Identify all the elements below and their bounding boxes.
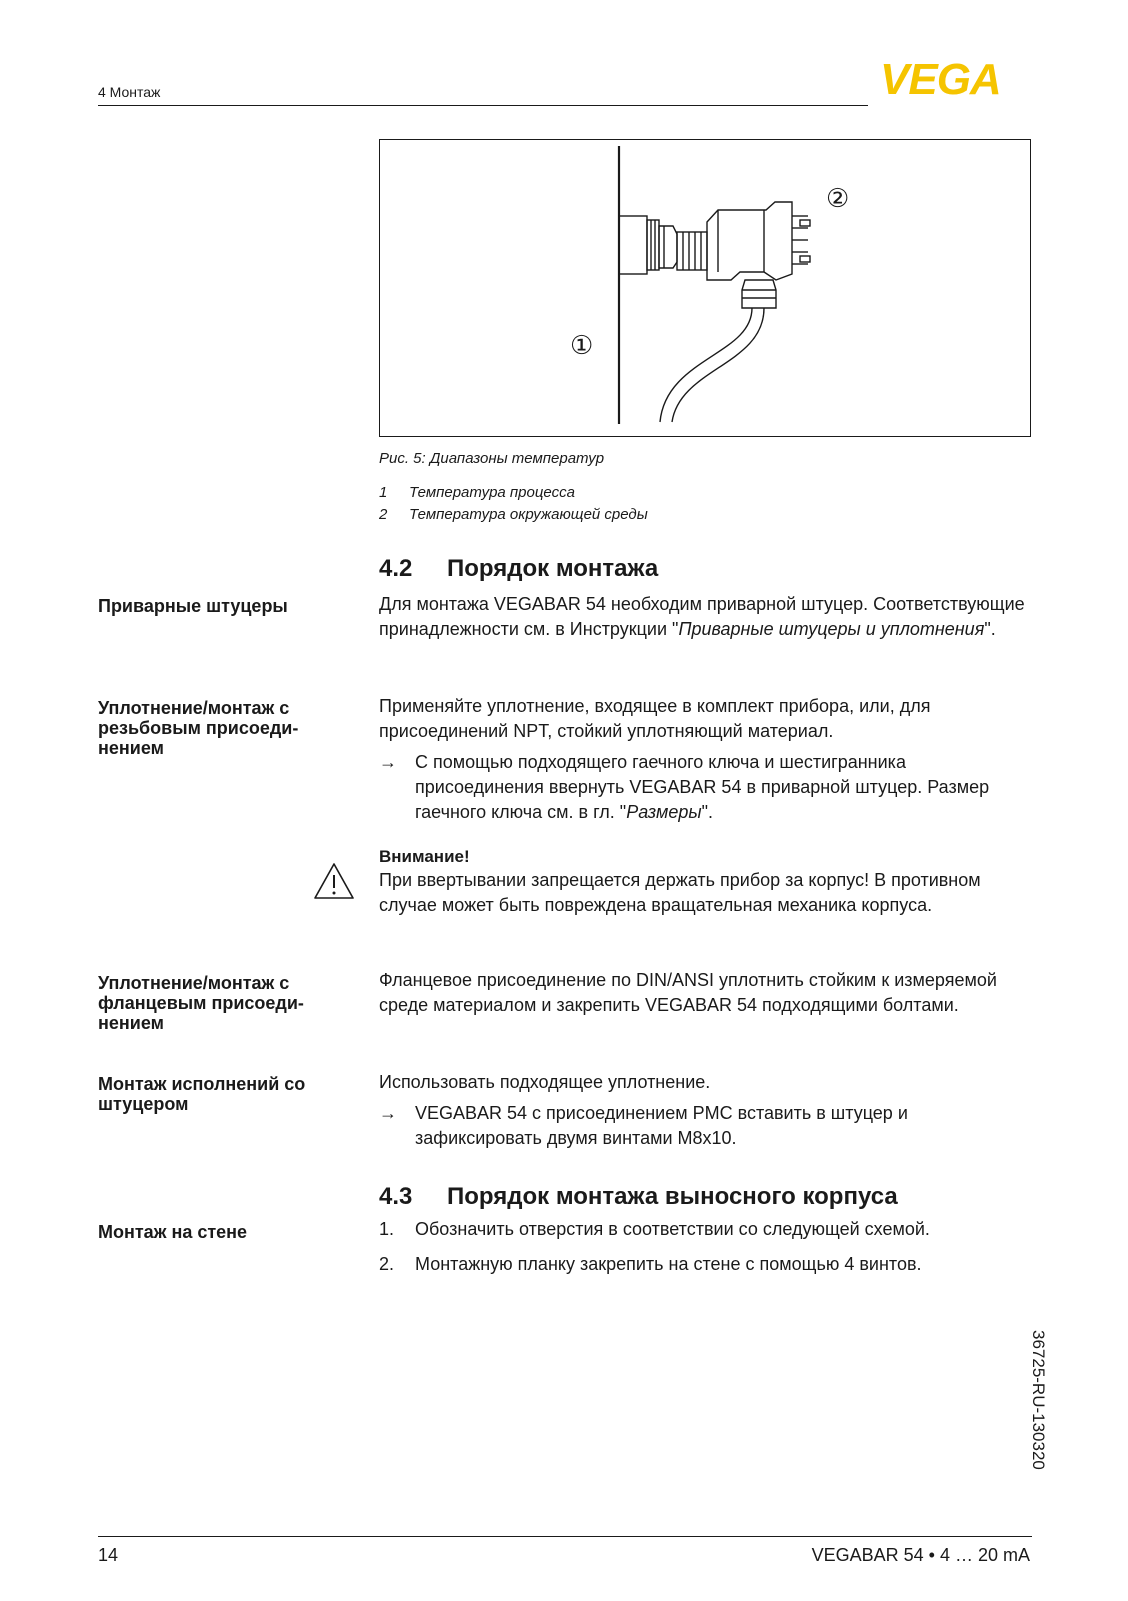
manual-reference: Приварные штуцеры и уплотнения [678,619,985,639]
step-text: VEGABAR 54 с присоединением PMC вставить в штуцер и зафиксировать двумя винтами M8x10. [415,1103,908,1148]
section-4-3-heading [379,1183,898,1211]
side-label-flange-mounting: Уплотнение/монтаж с фланцевым присоеди- нением [98,973,304,1033]
document-id: 36725-RU-130320 [1029,1330,1048,1470]
figure-legend [379,482,648,526]
arrow-icon: → [379,752,397,772]
section-title: Порядок монтажа [447,555,659,582]
section-title: Порядок монтажа выносного корпуса [447,1183,898,1210]
product-name: VEGABAR 54 • 4 … 20 mA [811,1545,1030,1565]
list-item [379,1252,1039,1277]
header-section-title: 4 Монтаж [98,84,161,100]
marker-1: ① [570,331,594,361]
side-label-socket-versions: Монтаж исполнений со штуцером [98,1074,306,1114]
marker-2: ② [826,184,850,214]
footer-rule [98,1536,1032,1537]
legend-item [379,482,648,504]
list-item [379,1217,1039,1242]
socket-versions-text [379,1070,1039,1151]
warning-title: Внимание! [379,847,470,866]
section-4-2-heading [379,555,658,583]
svg-text:VEGA: VEGA [880,58,1001,100]
list-text: Обозначить отверстия в соответствии со следующей схемой. [415,1219,930,1239]
legend-item [379,504,648,526]
legend-text: Температура окружающей среды [409,506,648,523]
legend-number: 2 [379,506,388,523]
warning-block [379,846,1039,918]
instruction-step [379,1101,1039,1151]
section-number: 4.2 [379,555,413,582]
legend-number: 1 [379,484,388,501]
page-number: 14 [98,1545,119,1565]
sensor-drawing [380,140,1032,438]
list-text: Монтажную планку закрепить на стене с помощью 4 винтов. [415,1254,922,1274]
paragraph-text: Для монтажа VEGABAR 54 необходим приварной штуцер. Соответствующие принадлежности см. в Инструкции " [379,594,1025,639]
section-number: 4.3 [379,1183,413,1210]
weld-sockets-text [379,592,1039,642]
chapter-reference: Размеры [626,802,702,822]
paragraph-text: Использовать подходящее уплотнение. [379,1072,711,1092]
step-text: С помощью подходящего гаечного ключа и шестигранника присоединения ввернуть VEGABAR 54 в приварной штуцер. Размер гаечного ключа см. в гл. " [415,752,990,822]
side-label-weld-sockets: Приварные штуцеры [98,596,288,616]
thread-mounting-text [379,694,1039,825]
step-text: ". [701,802,713,822]
list-number: 2. [379,1254,395,1274]
flange-mounting-text [379,968,1039,1018]
paragraph-text: Фланцевое присоединение по DIN/ANSI уплотнить стойким к измеряемой среде материалом и закрепить VEGABAR 54 подходящими болтами. [379,970,997,1015]
wall-mounting-list [379,1217,1039,1277]
vega-logo [880,58,1030,100]
paragraph-text: ". [984,619,996,639]
side-label-thread-mounting: Уплотнение/монтаж с резьбовым присоеди- нением [98,698,299,758]
arrow-icon: → [379,1103,397,1123]
paragraph-text: Применяйте уплотнение, входящее в комплект прибора, или, для присоединений NPT, стойкий уплотняющий материал. [379,696,931,741]
temperature-range-figure [379,139,1031,437]
legend-text: Температура процесса [409,484,575,501]
warning-text: При ввертывании запрещается держать прибор за корпус! В противном случае может быть повреждена вращательная механика корпуса. [379,870,981,915]
side-label-wall-mounting: Монтаж на стене [98,1222,248,1242]
warning-triangle-icon [313,862,355,900]
header-rule [98,105,868,106]
list-number: 1. [379,1219,395,1239]
figure-caption: Рис. 5: Диапазоны температур [379,450,605,467]
instruction-step [379,750,1039,825]
